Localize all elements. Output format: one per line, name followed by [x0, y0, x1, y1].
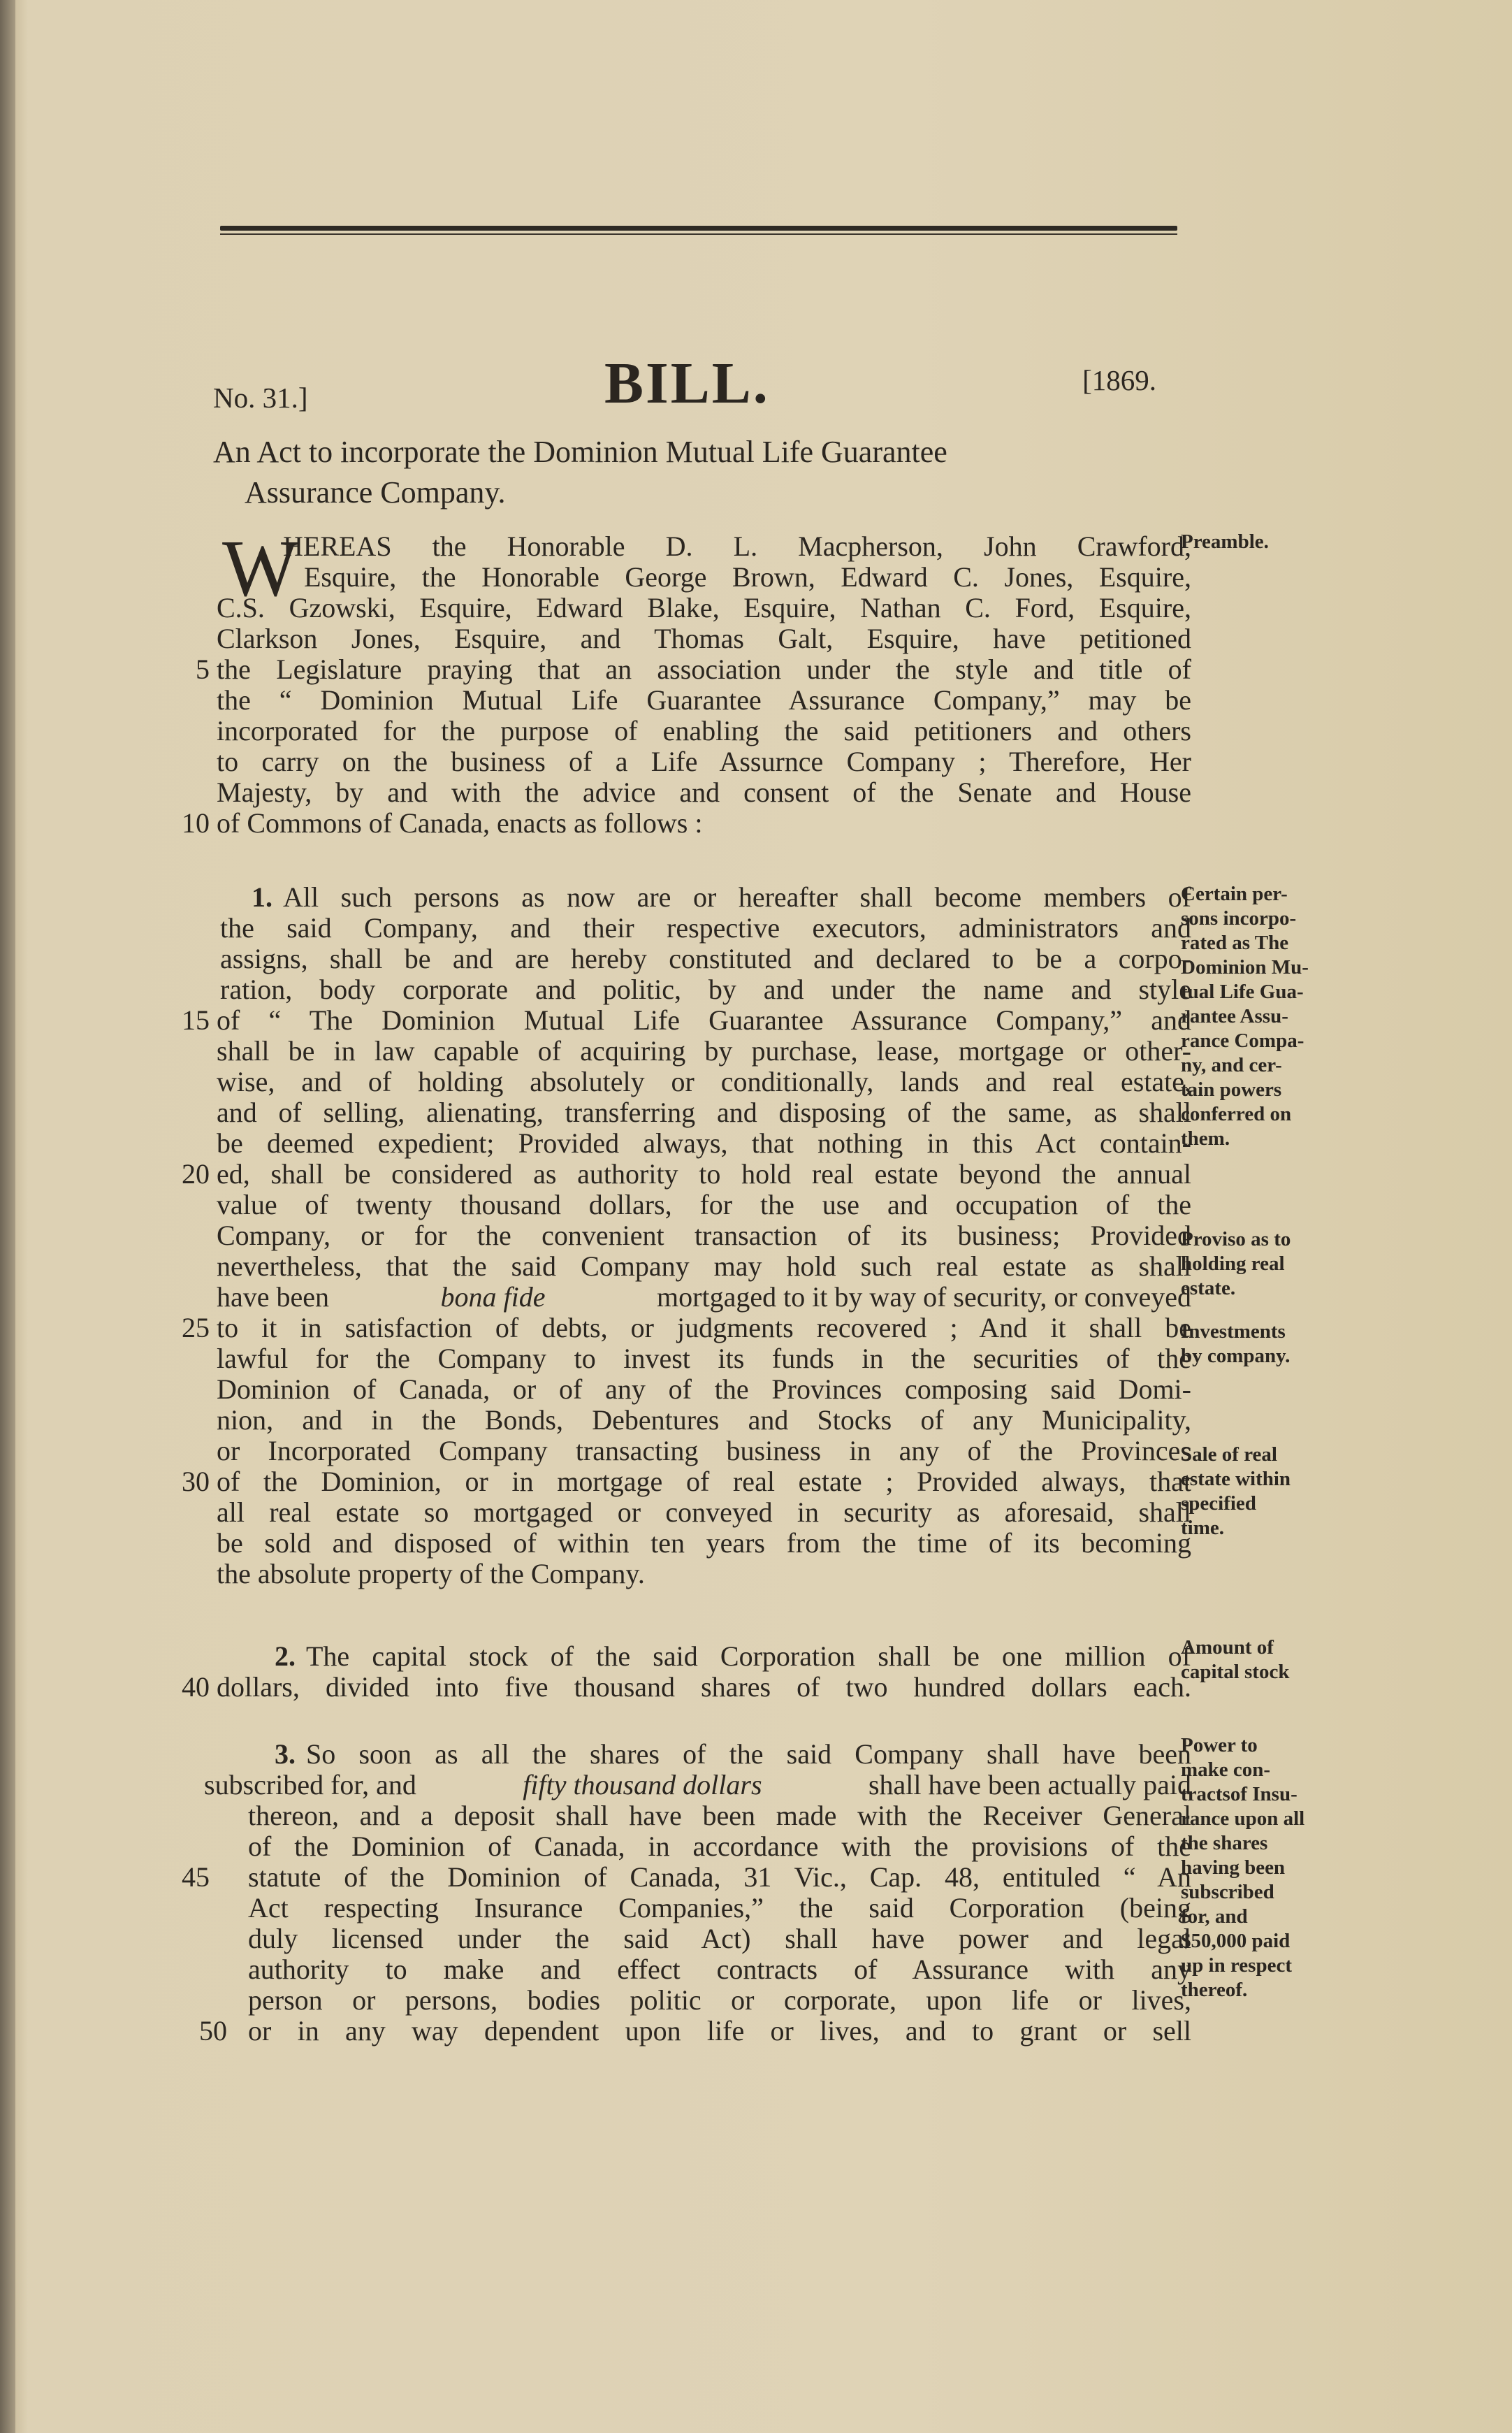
section1-line: of “ The Dominion Mutual Life Guarantee Assurance Company,” and [217, 1004, 1191, 1036]
preamble-line: to carry on the business of a Life Assurnce Company ; Therefore, Her [217, 746, 1191, 777]
preamble-line: the “ Dominion Mutual Life Guarantee Assurance Company,” may be [217, 684, 1191, 716]
section1-line: of the Dominion, or in mortgage of real estate ; Provided always, that [217, 1466, 1191, 1497]
preamble-line: of Commons of Canada, enacts as follows : [217, 807, 703, 839]
line-number: 25 [182, 1312, 210, 1343]
fifty-thousand-italic: fifty thousand dollars [523, 1769, 762, 1800]
header-rule-thick [220, 226, 1177, 231]
bill-number: No. 31.] [213, 382, 308, 414]
section1-line: have been bona fide mortgaged to it by way of security, or conveyed [217, 1281, 1191, 1313]
preamble-line: HEREAS the Honorable D. L. Macpherson, John Crawford, [283, 530, 1191, 562]
line-number: 30 [182, 1466, 210, 1497]
section3-line: So soon as all the shares of the said Company shall have been [306, 1738, 1191, 1770]
section2-line: The capital stock of the said Corporation shall be one million of [306, 1640, 1191, 1672]
preamble-line: incorporated for the purpose of enabling the said petitioners and others [217, 715, 1191, 746]
preamble-line: Majesty, by and with the advice and consent of the Senate and House [217, 777, 1191, 808]
preamble-line: C.S. Gzowski, Esquire, Edward Blake, Esquire, Nathan C. Ford, Esquire, [217, 592, 1191, 623]
section1-line: Dominion of Canada, or of any of the Provinces composing said Domi- [217, 1373, 1191, 1405]
margin-note-preamble: Preamble. [1181, 530, 1269, 553]
binding-shadow [0, 0, 15, 2433]
section-number: 1. [252, 881, 272, 913]
line-number: 10 [182, 807, 210, 839]
act-title-line-2: Assurance Company. [245, 475, 506, 510]
act-title-line-1: An Act to incorporate the Dominion Mutual Life Guarantee [213, 435, 947, 469]
section3-line: subscribed for, and fifty thousand dollars shall have been actually paid [204, 1769, 1191, 1800]
section1-line: to it in satisfaction of debts, or judgments recovered ; And it shall be [217, 1312, 1191, 1343]
line-number: 40 [182, 1671, 210, 1703]
line-number: 50 [199, 2015, 227, 2046]
section1-line: or Incorporated Company transacting business in any of the Provinces [217, 1435, 1191, 1466]
preamble-line: Clarkson Jones, Esquire, and Thomas Galt, Esquire, have petitioned [217, 623, 1191, 654]
section1-line: All such persons as now are or hereafter shall become members of [283, 881, 1191, 913]
section3-line: authority to make and effect contracts of Assurance with any [248, 1954, 1191, 1985]
section-number: 2. [275, 1640, 296, 1672]
margin-note-sale: Sale of real estate within specified time. [1181, 1443, 1291, 1539]
section1-line: wise, and of holding absolutely or conditionally, lands and real estate, [217, 1066, 1191, 1097]
margin-note-proviso: Proviso as to holding real estate. [1181, 1228, 1291, 1299]
section2-line: dollars, divided into five thousand shares of two hundred dollars each. [217, 1671, 1191, 1703]
section1-line: ed, shall be considered as authority to hold real estate beyond the annual [217, 1158, 1191, 1190]
section-number: 3. [275, 1738, 296, 1770]
bona-fide-italic: bona fide [440, 1281, 546, 1313]
margin-note-incorporation: Certain per- sons incorpo- rated as The Dominion Mu- tual Life Gua- rantee Assu- rance Compa- ny, and cer- tain powers conferred on them. [1181, 883, 1309, 1150]
section3-line: Act respecting Insurance Companies,” the said Corporation (being [248, 1892, 1191, 1923]
section1-line: assigns, shall be and are hereby constituted and declared to be a corpo- [220, 943, 1191, 974]
section1-line: the absolute property of the Company. [217, 1558, 645, 1589]
act-title [213, 432, 1191, 513]
preamble-line: Esquire, the Honorable George Brown, Edward C. Jones, Esquire, [304, 561, 1191, 593]
bill-title: BILL. [604, 351, 770, 416]
bill-year: [1869. [1082, 364, 1156, 396]
section1-line: be deemed expedient; Provided always, that nothing in this Act contain- [217, 1127, 1191, 1159]
section1-line: and of selling, alienating, transferring and disposing of the same, as shall [217, 1097, 1191, 1128]
bill-header [213, 349, 1177, 433]
section1-line: lawful for the Company to invest its funds in the securities of the [217, 1343, 1191, 1374]
section1-line: nevertheless, that the said Company may hold such real estate as shall [217, 1250, 1191, 1282]
section3-line: statute of the Dominion of Canada, 31 Vic., Cap. 48, entituled “ An [248, 1861, 1191, 1893]
section1-line: value of twenty thousand dollars, for the use and occupation of the [217, 1189, 1191, 1220]
margin-note-power: Power to make con- tractsof Insu- rance upon all the shares having been subscribed for, and $50,000 paid up in respect thereof. [1181, 1734, 1305, 2001]
line-number: 5 [196, 654, 210, 685]
section3-line: person or persons, bodies politic or corporate, upon life or lives, [248, 1984, 1191, 2016]
section3-line: duly licensed under the said Act) shall have power and legal [248, 1923, 1191, 1954]
section1-line: nion, and in the Bonds, Debentures and Stocks of any Municipality, [217, 1404, 1191, 1436]
section3-line: or in any way dependent upon life or lives, and to grant or sell [248, 2015, 1191, 2046]
section1-line: all real estate so mortgaged or conveyed in security as aforesaid, shall [217, 1496, 1191, 1528]
header-rule-thin [220, 233, 1177, 235]
line-number: 45 [182, 1861, 210, 1893]
line-number: 20 [182, 1158, 210, 1190]
margin-note-investments: Investments by company. [1181, 1320, 1291, 1367]
section1-line: Company, or for the convenient transaction of its business; Provided [217, 1220, 1191, 1251]
section1-line: be sold and disposed of within ten years from the time of its becoming [217, 1527, 1191, 1559]
preamble-line: the Legislature praying that an association under the style and title of [217, 654, 1191, 685]
line-number: 15 [182, 1004, 210, 1036]
section3-line: thereon, and a deposit shall have been made with the Receiver General [248, 1800, 1191, 1831]
section1-line: shall be in law capable of acquiring by purchase, lease, mortgage or other- [217, 1035, 1191, 1067]
section1-line: ration, body corporate and politic, by and under the name and style [220, 974, 1191, 1005]
preamble-dropcap: W [222, 524, 299, 614]
margin-note-capital-stock: Amount of capital stock [1181, 1636, 1290, 1683]
section3-line: of the Dominion of Canada, in accordance with the provisions of the [248, 1831, 1191, 1862]
section1-line: the said Company, and their respective executors, administrators and [220, 912, 1191, 944]
